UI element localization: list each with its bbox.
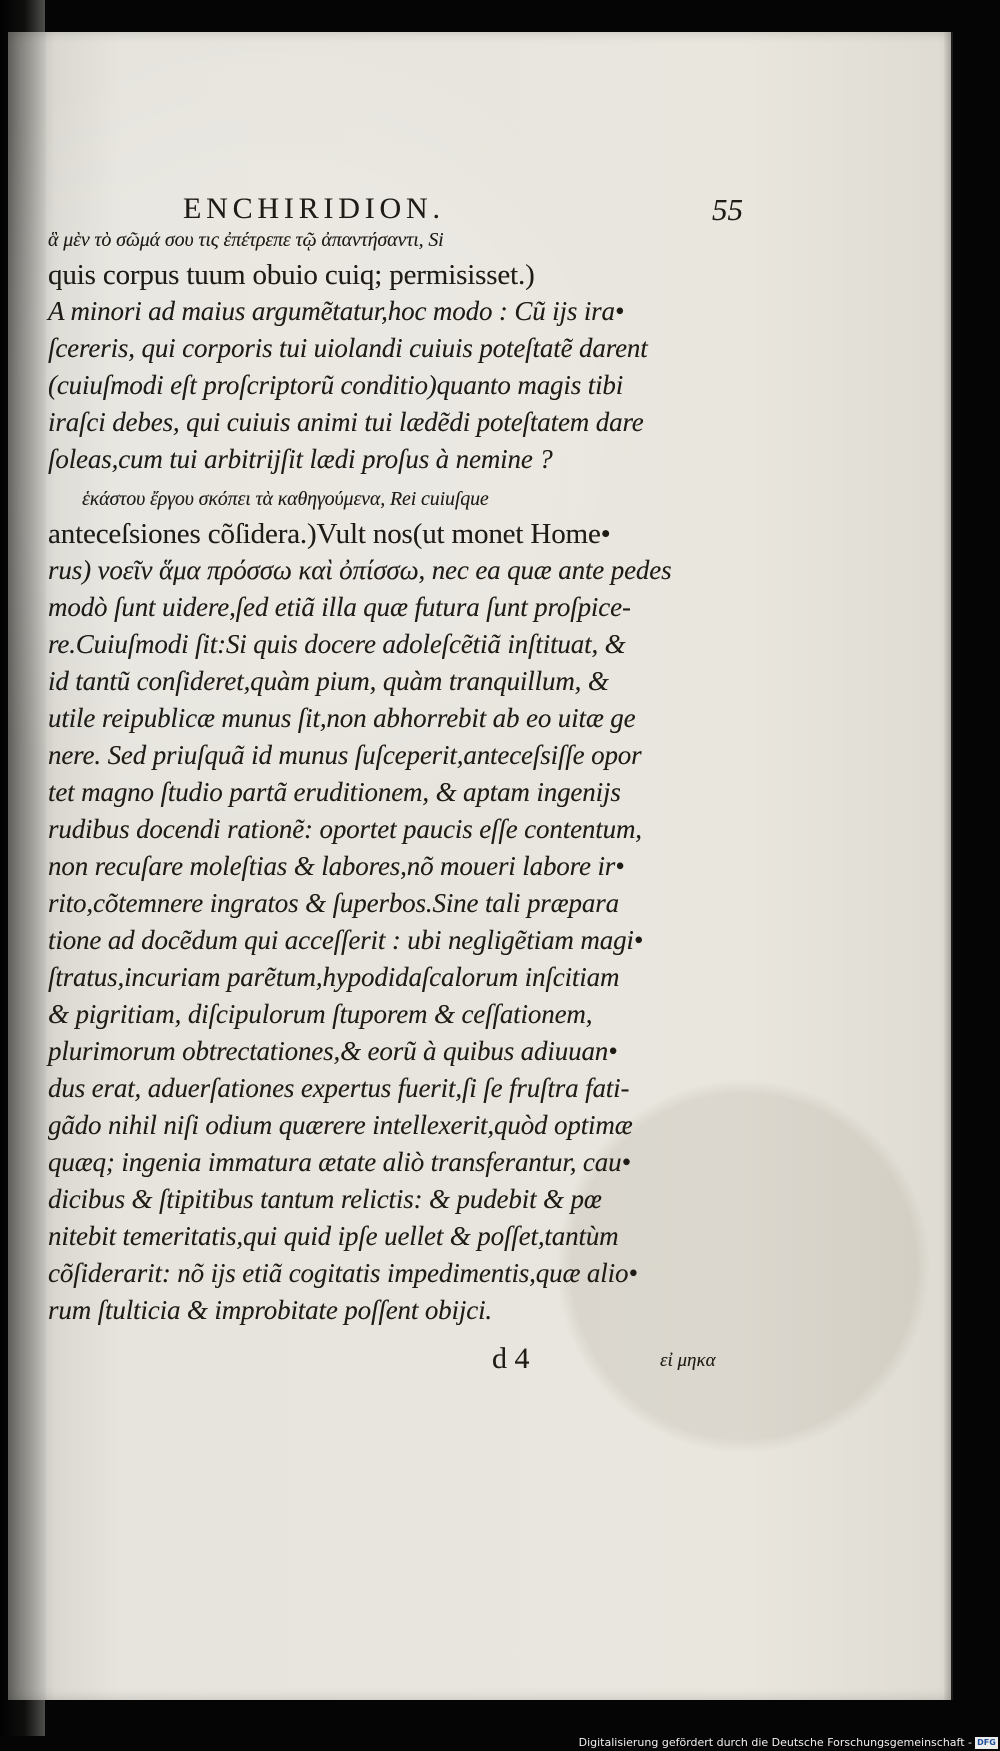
text-line: plurimorum obtrectationes,& eorũ à quibus adiuuan•: [48, 1036, 618, 1066]
text-line: iraſci debes, qui cuiuis animi tui lædẽdi poteſtatem dare: [48, 407, 644, 437]
digitization-credit-bar: [0, 1736, 1000, 1751]
text-line: utile reipublicæ munus ſit,non abhorrebit ab eo uitæ ge: [48, 703, 636, 733]
printed-book-page: [8, 32, 951, 1700]
text-line: (cuiuſmodi eſt proſcriptorũ conditio)quanto magis tibi: [48, 370, 624, 400]
text-line: quæq; ingenia immatura ætate aliò transferantur, cau•: [48, 1147, 631, 1177]
page-footer-line: [48, 1344, 760, 1382]
page-text-block: [48, 194, 760, 1382]
text-line: re.Cuiuſmodi ſit:Si quis docere adoleſcẽtiã inſtituat, &: [48, 629, 626, 659]
text-line: ſtratus,incuriam parẽtum,hypodidaſcalorum inſcitiam: [48, 962, 620, 992]
text-line: rus) νοεῖν ἅμα πρόσσω καὶ ὀπίσσω, nec ea quæ ante pedes: [48, 555, 672, 585]
text-line: ſoleas,cum tui arbitrijſit lædi proſus à nemine ?: [48, 444, 553, 474]
text-line: anteceſsiones cõſidera.)Vult nos(ut monet Home•: [48, 518, 611, 550]
text-line: tione ad docẽdum qui acceſſerit : ubi negligẽtiam magi•: [48, 925, 644, 955]
digitization-credit: Digitalisierung gefördert durch die Deutsche Forschungsgemeinschaft -: [578, 1736, 972, 1749]
text-line: quis corpus tuum obuio cuiq; permisisset.): [48, 259, 535, 291]
text-line: modò ſunt uidere,ſed etiã illa quæ futura ſunt proſpice-: [48, 592, 631, 622]
running-title: ENCHIRIDION.: [183, 192, 445, 225]
running-header: [48, 192, 760, 227]
printer-signature: d 4: [492, 1342, 530, 1375]
text-line: nere. Sed priuſquã id munus ſuſceperit,anteceſsiſſe opor: [48, 740, 642, 770]
text-line: ἑκάστου ἔργου σκόπει τὰ καθηγούμενα, Rei cuiuſque: [82, 488, 489, 510]
text-line: & pigritiam, diſcipulorum ſtuporem & ceſſationem,: [48, 999, 593, 1029]
text-line: cõſiderarit: nõ ijs etiã cogitatis impedimentis,quæ alio•: [48, 1258, 638, 1288]
text-line: tet magno ſtudio partã eruditionem, & aptam ingenijs: [48, 777, 621, 807]
text-line: ἃ μὲν τὸ σῶμά σου τις ἐπέτρεπε τῷ ἀπαντήσαντι, Si: [48, 229, 444, 251]
text-line: non recuſare moleſtias & labores,nõ moueri labore ir•: [48, 851, 625, 881]
text-line: nitebit temeritatis,qui quid ipſe uellet & poſſet,tantùm: [48, 1221, 619, 1251]
text-line: rum ſtulticia & improbitate poſſent obijci.: [48, 1295, 493, 1325]
text-line: ſcereris, qui corporis tui uiolandi cuiuis poteſtatẽ darent: [48, 333, 648, 363]
text-line: rudibus docendi rationẽ: oportet paucis eſſe contentum,: [48, 814, 642, 844]
text-line: dus erat, aduerſationes expertus fuerit,ſi ſe fruſtra fati-: [48, 1073, 630, 1103]
text-line: id tantũ conſideret,quàm pium, quàm tranquillum, &: [48, 666, 609, 696]
catchword: εἰ μηκα: [660, 1350, 716, 1371]
text-line: dicibus & ſtipitibus tantum relictis: & pudebit & pœ: [48, 1184, 602, 1214]
page-number: 55: [712, 192, 743, 227]
text-line: A minori ad maius argumẽtatur,hoc modo : Cũ ijs ira•: [48, 296, 625, 326]
text-line: gãdo nihil niſi odium quærere intellexerit,quòd optimæ: [48, 1110, 633, 1140]
text-line: rito,cõtemnere ingratos & ſuperbos.Sine tali præpara: [48, 888, 619, 918]
dfg-logo: DFG: [975, 1737, 998, 1749]
